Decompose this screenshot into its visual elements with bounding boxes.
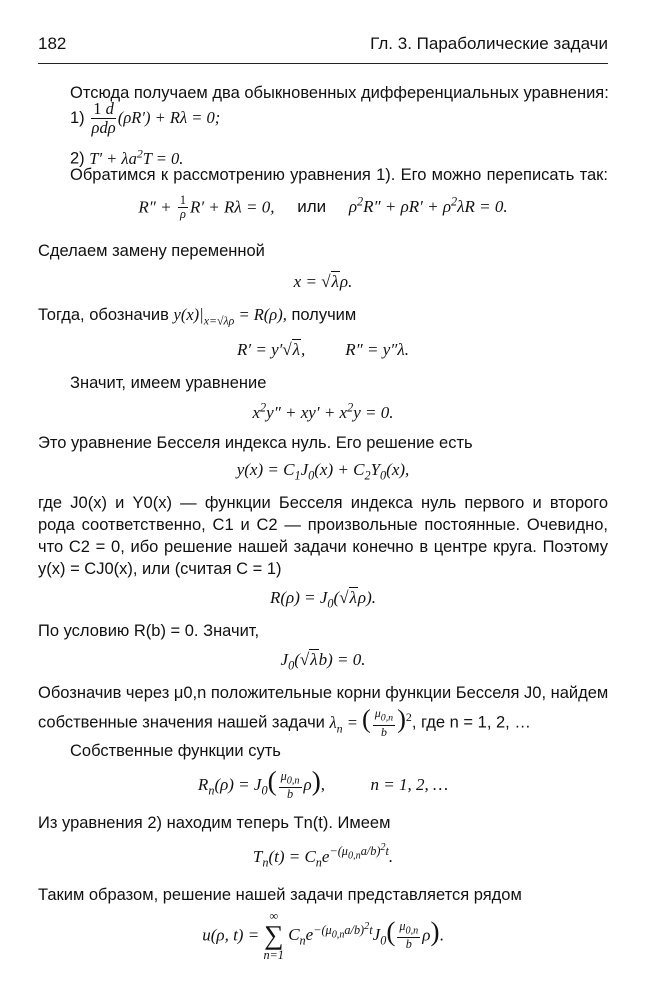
fraction-1-over-rho: $\frac{1}{\rho}$ xyxy=(179,193,186,222)
then-suffix: получим xyxy=(291,306,357,324)
n-range: n = 1, 2, … xyxy=(370,775,449,794)
hence-line: Значит, имеем уравнение xyxy=(70,374,267,392)
equation-bessel: $x^2y'' + xy' + x^2y = 0$. xyxy=(252,400,394,422)
where-line-1: где J0(x) и Y0(x) — функции Бесселя индекса нуль первого и второго xyxy=(38,494,608,512)
equation-2: 2) $T' + \lambda a^2T = 0$. xyxy=(70,146,184,168)
equation-boundary: $J_0(√\lambda b) = 0$. xyxy=(280,650,366,673)
substitution-line: Сделаем замену переменной xyxy=(38,242,265,260)
page-number: 182 xyxy=(38,34,67,53)
eigenfunctions-line: Собственные функции суть xyxy=(70,742,281,760)
then-prefix: Тогда, обозначив xyxy=(38,306,169,324)
conclusion-line: Таким образом, решение нашей задачи представляется рядом xyxy=(38,886,522,904)
equation-general-solution: $y(x) = C_1J_0(x) + C_2Y_0(x)$, xyxy=(236,460,410,483)
bessel-line: Это уравнение Бесселя индекса нуль. Его решение есть xyxy=(38,434,473,452)
equation-r-forms: R″ + $\frac{1}{\rho}$ R′ + Rλ = 0, или $\rho^2R'' + \rho R' + \rho^2\lambda R = 0$. xyxy=(138,193,508,222)
equation-tn: $T_n(t) = C_ne^{-(\mu_{0,n}a/b)^2t}$. xyxy=(252,842,394,870)
eq1-label: 1) xyxy=(70,109,85,127)
equation-1: 1) $\frac{1 d}{\text{ρdρ}}$ (ρR′) + Rλ = 0; xyxy=(70,99,221,138)
equation-r-rho: $R(\rho) = J_0(√\lambda\rho)$. xyxy=(270,588,376,611)
equation-derivatives: R′ = y′√λ, R″ = y″λ. xyxy=(237,340,409,359)
roots-line-2: собственные значения нашей задачи $\lambda_n$ = ( $\frac{\mu_{0,n}}{b}$ )$^2$, где n = 1, 2, … xyxy=(38,703,531,739)
sum-operator: ∞ ∑ n=1 xyxy=(263,909,284,963)
fraction-mu-over-b-3: $\frac{\mu_{0,n}}{b}$ xyxy=(399,919,419,951)
eq2-label: 2) xyxy=(70,149,85,168)
where-line-3: что C2 = 0, ибо решение нашей задачи конечно в центре круга. Поэтому xyxy=(38,538,608,556)
condition-line: По условию R(b) = 0. Значит, xyxy=(38,622,260,640)
roots-line-1: Обозначив через μ0,n положительные корни функции Бесселя J0, найдем xyxy=(38,684,609,702)
from-eq2-line: Из уравнения 2) находим теперь Tn(t). Имеем xyxy=(38,814,391,832)
or-word: или xyxy=(297,197,327,217)
fraction-mu-over-b: $\frac{\mu_{0,n}}{b}$ xyxy=(374,706,394,739)
where-line-4: y(x) = CJ0(x), или (считая C = 1) xyxy=(38,560,282,578)
then-line: Тогда, обозначив $y(x)|_{x=√\lambda\rho} = R(\rho)$, получим xyxy=(38,305,357,328)
roots-2-suffix: , где n = 1, 2, … xyxy=(411,713,531,732)
chapter-title: Гл. 3. Параболические задачи xyxy=(370,34,608,53)
equation-series: u(ρ, t) = ∞ ∑ n=1 $C_ne^{-(\mu_{0,n}a/b)^2t}J_0$( $\frac{\mu_{0,n}}{b}$ ρ). xyxy=(202,909,444,963)
page-header xyxy=(38,28,608,64)
fraction-mu-over-b-2: $\frac{\mu_{0,n}}{b}$ xyxy=(280,768,300,801)
equation-eigenfunctions: $R_n(\rho) = J_0$( $\frac{\mu_{0,n}}{b}$ ρ), n = 1, 2, … xyxy=(197,766,449,801)
intro-line: Отсюда получаем два обыкновенных дифференциальных уравнения: xyxy=(70,84,609,102)
consider-line: Обратимся к рассмотрению уравнения 1). Его можно переписать так: xyxy=(70,166,608,184)
roots-2-prefix: собственные значения нашей задачи xyxy=(38,713,325,732)
fraction-1-over-rho-d-drho: $\frac{1 d}{\text{ρdρ}}$ xyxy=(91,99,116,138)
where-line-2: рода соответственно, C1 и C2 — произвольные постоянные. Очевидно, xyxy=(38,516,608,534)
equation-substitution: x = √λρ. xyxy=(293,272,353,291)
header-rule xyxy=(38,63,608,64)
